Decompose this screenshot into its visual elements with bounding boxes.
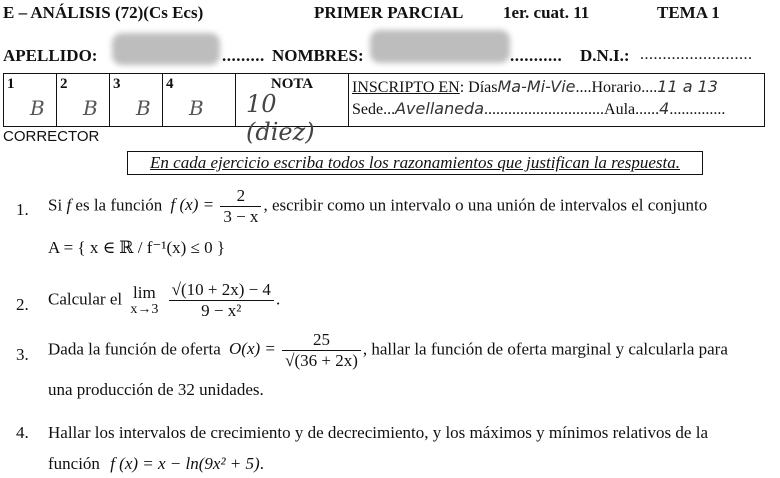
exercise-number: 2 [60, 76, 68, 92]
exercise-number: 4 [166, 76, 174, 92]
question-1-line1 [48, 186, 707, 227]
q2-lim-sub: x→3 [130, 301, 159, 317]
exam-term: 1er. cuat. 11 [503, 3, 590, 22]
q1-frac-num: 2 [220, 186, 261, 207]
q1-fraction [220, 186, 261, 227]
instruction-text: En cada ejercicio escriba todos los razonamientos que justifican la respuesta. [150, 153, 680, 172]
q1-f: f [66, 195, 72, 215]
aula-label: Aula [604, 101, 636, 118]
course-title: E – ANÁLISIS (72)(Cs Ecs) [3, 3, 204, 22]
question-4-number: 4. [16, 423, 29, 442]
nombres-redacted [370, 30, 510, 63]
q4-end: . [259, 454, 264, 473]
q2-frac-num: √(10 + 2x) − 4 [169, 280, 274, 301]
exercise-cell-2 [57, 74, 110, 127]
q4-funcion: función [48, 454, 100, 473]
q3-line2: una producción de 32 unidades. [48, 380, 264, 399]
exercise-cell-1 [4, 74, 57, 127]
question-3-line1 [48, 330, 728, 371]
q1-frac-den: 3 − x [223, 207, 259, 226]
q3-text: Dada la función de oferta [48, 339, 221, 359]
nota-value: 10 (diez) [246, 90, 315, 146]
exercise-cell-3 [110, 74, 163, 127]
exercise-number: 3 [113, 76, 121, 92]
exercise-grade: B [30, 96, 45, 120]
apellido-redacted [112, 33, 220, 65]
nombres-dots: ........... [510, 46, 563, 65]
question-1-number: 1. [16, 200, 29, 219]
dias-value: Ma-Mi-Vie [497, 77, 576, 96]
q2-frac-den: 9 − x² [201, 301, 242, 320]
exercise-grade: B [189, 96, 204, 120]
q2-text: Calcular el [48, 289, 123, 309]
q1-rest: , escribir como un intervalo o una unión de intervalos el conjunto [263, 195, 708, 215]
nota-label: NOTA [270, 76, 314, 92]
corrector-label: CORRECTOR [3, 128, 100, 145]
q4-line1: Hallar los intervalos de crecimiento y de decrecimiento, y los máximos y mínimos relativos de la [48, 423, 708, 442]
apellido-dots: ......... [222, 46, 265, 65]
q4-formula: f (x) = x − ln(9x² + 5) [110, 454, 260, 473]
instruction-box [127, 151, 703, 175]
apellido-label: APELLIDO: [3, 46, 98, 65]
exercise-grade: B [83, 96, 98, 120]
q3-ox: O(x) = [229, 339, 276, 359]
question-2-line [48, 280, 280, 321]
question-3-number: 3. [16, 345, 29, 364]
horario-value: 11 a 13 [657, 77, 718, 96]
q1-es: es la función [75, 195, 163, 215]
q2-fraction [169, 280, 274, 321]
q1-fx: f (x) = [170, 195, 215, 215]
nota-cell [236, 74, 349, 146]
aula-value: 4 [659, 99, 670, 118]
dni-dots: ......................... [640, 46, 753, 63]
exercise-number: 1 [7, 76, 15, 92]
question-4-line2 [48, 454, 264, 474]
exercise-grade: B [136, 96, 151, 120]
q1-intro: Si [48, 195, 63, 215]
exam-tema: TEMA 1 [657, 3, 720, 22]
sede-label: Sede [352, 101, 384, 118]
nombres-label: NOMBRES: [272, 46, 364, 65]
q3-rest: , hallar la función de oferta marginal y calcularla para [362, 339, 728, 359]
question-2-number: 2. [16, 295, 29, 314]
inscripto-cell: INSCRIPTO EN: DíasMa-Mi-Vie....Horario....11 a 13 Sede...Avellaneda..............................Aula......4.............. [349, 74, 765, 127]
dias-label: : Días [459, 79, 498, 96]
horario-label: Horario [591, 79, 642, 96]
q3-fraction [282, 330, 361, 371]
q2-lim: lim [133, 282, 156, 302]
exam-title: PRIMER PARCIAL [314, 3, 464, 22]
q2-end: . [275, 289, 281, 309]
q3-frac-den: √(36 + 2x) [285, 351, 358, 370]
q3-frac-num: 25 [282, 330, 361, 351]
sede-value: Avellaneda [395, 99, 485, 118]
q1-set: A = { x ∈ ℝ / f⁻¹(x) ≤ 0 } [48, 238, 226, 257]
exercise-cell-4 [163, 74, 236, 127]
dni-label: D.N.I.: [580, 46, 630, 65]
inscripto-label: INSCRIPTO EN [352, 79, 460, 96]
q2-limit [130, 284, 158, 318]
